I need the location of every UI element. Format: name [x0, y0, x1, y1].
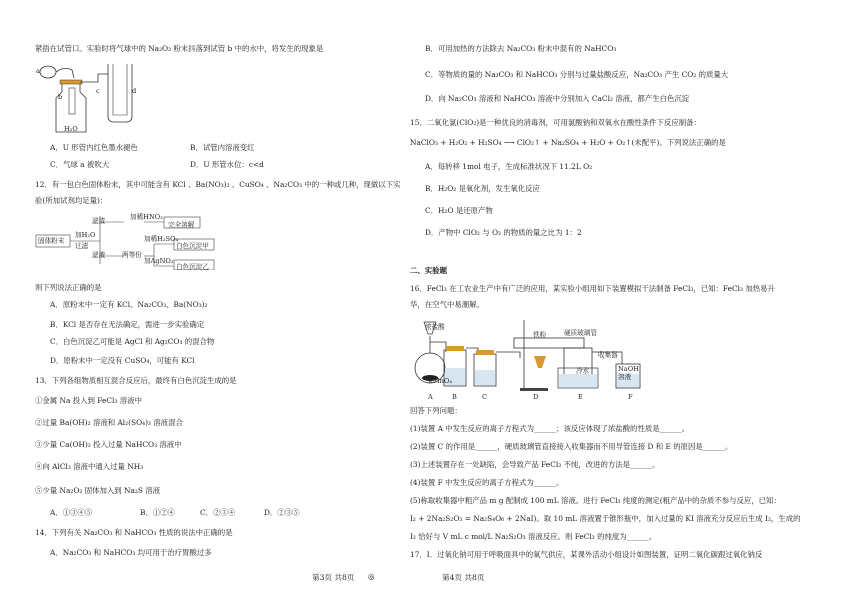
q11-option-b: B．试管内溶液变红: [190, 143, 255, 152]
q16-item-2: (2)装置 C 的作用是______，硬质玻璃管直接接入收集器而不用导管连接 D 和 E 的原因是______。: [410, 442, 733, 451]
q13-option-c: C．②③④: [200, 508, 236, 517]
q13-item-4: ④向 AlCl₃ 溶液中通入过量 NH₃: [35, 462, 144, 471]
q13-option-d: D．②③⑤: [264, 508, 300, 517]
q12-option-d: D．原粉末中一定没有 CuSO₄，可能有 KCl: [50, 356, 195, 365]
label-iron: 铁粉: [533, 331, 547, 339]
q11-apparatus-figure: [34, 58, 144, 138]
flow-ppt-a: 白色沉淀甲: [176, 242, 209, 250]
q12-line2: 验(所加试剂均足量)：: [35, 196, 108, 205]
label-hcl: 浓盐酸: [425, 323, 445, 331]
q12-stem: 则下列说法正确的是: [35, 283, 102, 292]
q11-option-d: D．U 形管水位：c<d: [190, 160, 264, 169]
q15-line1: 15．二氧化氯(ClO₂)是一种优良的消毒剂，可用氯酸钠和双氧水在酸性条件下反应制备：: [410, 118, 701, 127]
q16-item-4: (4)装置 F 中发生反应的离子方程式为______。: [410, 478, 564, 487]
q16-ask: 回答下列问题：: [410, 406, 462, 415]
q16-line1: 16．FeCl₃ 在工农业生产中有广泛的应用，某实验小组用如下装置模拟干法制备 FeCl₃，已知：FeCl₃ 加热易升: [410, 284, 775, 293]
q15-option-d: D．产物中 ClO₂ 与 O₂ 的物质的量之比为 1：2: [425, 228, 582, 237]
flow-ppt-b: 白色沉淀乙: [176, 263, 209, 271]
q16-item-1: (1)装置 A 中发生反应的离子方程式为______；该反应体现了浓盐酸的性质是______。: [410, 424, 690, 433]
q16-line2: 华，在空气中易潮解。: [410, 300, 484, 309]
label-h2o: H₂O: [64, 125, 78, 133]
flow-h2so4: 加稀H₂SO₄: [144, 235, 179, 243]
q15-option-b: B．H₂O₂ 是氧化剂，发生氧化反应: [425, 184, 540, 193]
q14-option-a: A．Na₂CO₃ 和 NaHCO₃ 均可用于治疗胃酸过多: [50, 548, 212, 557]
q16-item-5-cont: I₂ + 2Na₂S₂O₃ = Na₂S₄O₆ + 2NaI)。取 10 mL 溶液置于锥形瓶中，加入过量的 KI 溶液充分反应后生成 I₂，生成的: [410, 514, 801, 523]
center-mark: ◎: [368, 572, 375, 581]
q16-apparatus-figure: [408, 312, 688, 400]
q11-option-c: C．气球 a 被吹大: [50, 160, 110, 169]
flow-dissolve: 完全溶解: [168, 221, 195, 229]
label-naoh-solution: 溶液: [618, 373, 632, 381]
q17-line1: 17．I．过氧化钠可用于呼吸面具中的氧气供应，某课外活动小组设计如图装置，证明二氧化碳跟过氧化钠反: [410, 550, 763, 559]
label-b: b: [58, 93, 63, 101]
q13-item-2: ②过量 Ba(OH)₂ 溶液和 Al₂(SO₄)₃ 溶液混合: [35, 418, 183, 427]
q12-line1: 12．有一包白色固体粉末，其中可能含有 KCl 、Ba(NO₃)₂ 、CuSO₄ 、Na₂CO₃ 中的一种或几种，现做以下实: [35, 180, 401, 189]
q16-item-5-end: I₂ 恰好与 V mL c mol/L Na₂S₂O₃ 溶液反应。则 FeCl₃ 的纯度为______。: [410, 532, 657, 541]
q13-option-a: A．①③④⑤: [50, 508, 93, 517]
q13-item-3: ③少量 Ca(OH)₂ 投入过量 NaHCO₃ 溶液中: [35, 440, 182, 449]
label-cold-water: 冷水: [576, 367, 590, 375]
q12-option-c: C．白色沉淀乙可能是 AgCl 和 Ag₂CO₃ 的混合物: [50, 337, 215, 346]
section-experiment-title: 二、实验题: [410, 266, 447, 275]
label-B: B: [452, 393, 457, 401]
flow-filtrate: 滤液: [92, 251, 106, 259]
q16-item-3: (3)上述装置存在一处缺陷，会导致产品 FeCl₃ 不纯，改进的方法是______。: [410, 460, 660, 469]
flow-start: 固体粉末: [38, 237, 65, 245]
flow-agno3: 加AgNO₃: [144, 257, 174, 265]
q14-option-b: B．可用加热的方法除去 Na₂CO₃ 粉末中混有的 NaHCO₃: [425, 44, 617, 53]
q16-item-5: (5)称取收集器中粗产品 m g 配制成 100 mL 溶液。进行 FeCl₃ 纯度的测定(粗产品中的杂质不参与反应，已知：: [410, 496, 781, 505]
q15-equation: NaClO₃ + H₂O₂ + H₂SO₄ ⟶ ClO₂↑ + Na₂SO₄ + H₂O + O₂↑(未配平)。下列说法正确的是: [410, 138, 726, 147]
q13-option-b: B．①②④: [140, 508, 175, 517]
flow-hno3: 加稀HNO₃: [130, 213, 163, 221]
label-d: d: [132, 87, 137, 95]
label-c: c: [96, 87, 100, 95]
q11-tail: 紧捂在试管口。实验时将气球中的 Na₂O₂ 粉末抖落到试管 b 中的水中，将发生的现象是: [35, 44, 324, 53]
q13-item-1: ①金属 Na 投入到 FeCl₃ 溶液中: [35, 396, 142, 405]
flow-residue: 滤渣: [92, 217, 106, 225]
label-collector: 收集器: [598, 351, 618, 359]
q13-item-5: ⑤少量 Na₂O₂ 固体加入到 Na₂S 溶液: [35, 486, 161, 495]
left-page-footer: 第3页 共8页: [312, 573, 355, 582]
flow-split: 两等份: [122, 251, 142, 259]
q12-option-a: A．原粉末中一定有 KCl、Na₂CO₃、Ba(NO₃)₂: [50, 300, 208, 309]
label-kmno4: KMnO₄: [428, 377, 452, 385]
q15-option-a: A．每转移 1mol 电子，生成标准状况下 11.2L O₂: [425, 162, 593, 171]
q15-option-c: C．H₂O 是还原产物: [425, 206, 493, 215]
right-page-footer: 第4页 共8页: [442, 573, 485, 582]
q12-option-b: B．KCl 是否存在无法确定，需进一步实验确定: [50, 320, 205, 329]
label-naoh: NaOH: [618, 365, 639, 373]
label-A: A: [428, 393, 433, 401]
q14-option-d: D．向 Na₂CO₃ 溶液和 NaHCO₃ 溶液中分别加入 CaCl₂ 溶液，都产生白色沉淀: [425, 94, 690, 103]
label-tube: 硬质玻璃管: [564, 329, 597, 337]
label-E: E: [578, 393, 583, 401]
label-F: F: [628, 393, 633, 401]
flow-water: 加H₂O: [75, 231, 96, 239]
label-D: D: [533, 393, 539, 401]
q13-stem: 13．下列各组物质相互混合反应后，最终有白色沉淀生成的是: [35, 376, 237, 385]
label-C: C: [482, 393, 488, 401]
flow-filter: 过滤: [75, 242, 89, 250]
q14-option-c: C．等物质的量的 Na₂CO₃ 和 NaHCO₃ 分别与过量盐酸反应，Na₂CO₃ 产生 CO₂ 的质量大: [425, 70, 729, 79]
q11-option-a: A．U 形管内红色墨水褪色: [50, 143, 138, 152]
q14-stem: 14．下列有关 Na₂CO₃ 和 NaHCO₃ 性质的说法中正确的是: [35, 528, 233, 537]
label-a: a: [36, 67, 40, 75]
